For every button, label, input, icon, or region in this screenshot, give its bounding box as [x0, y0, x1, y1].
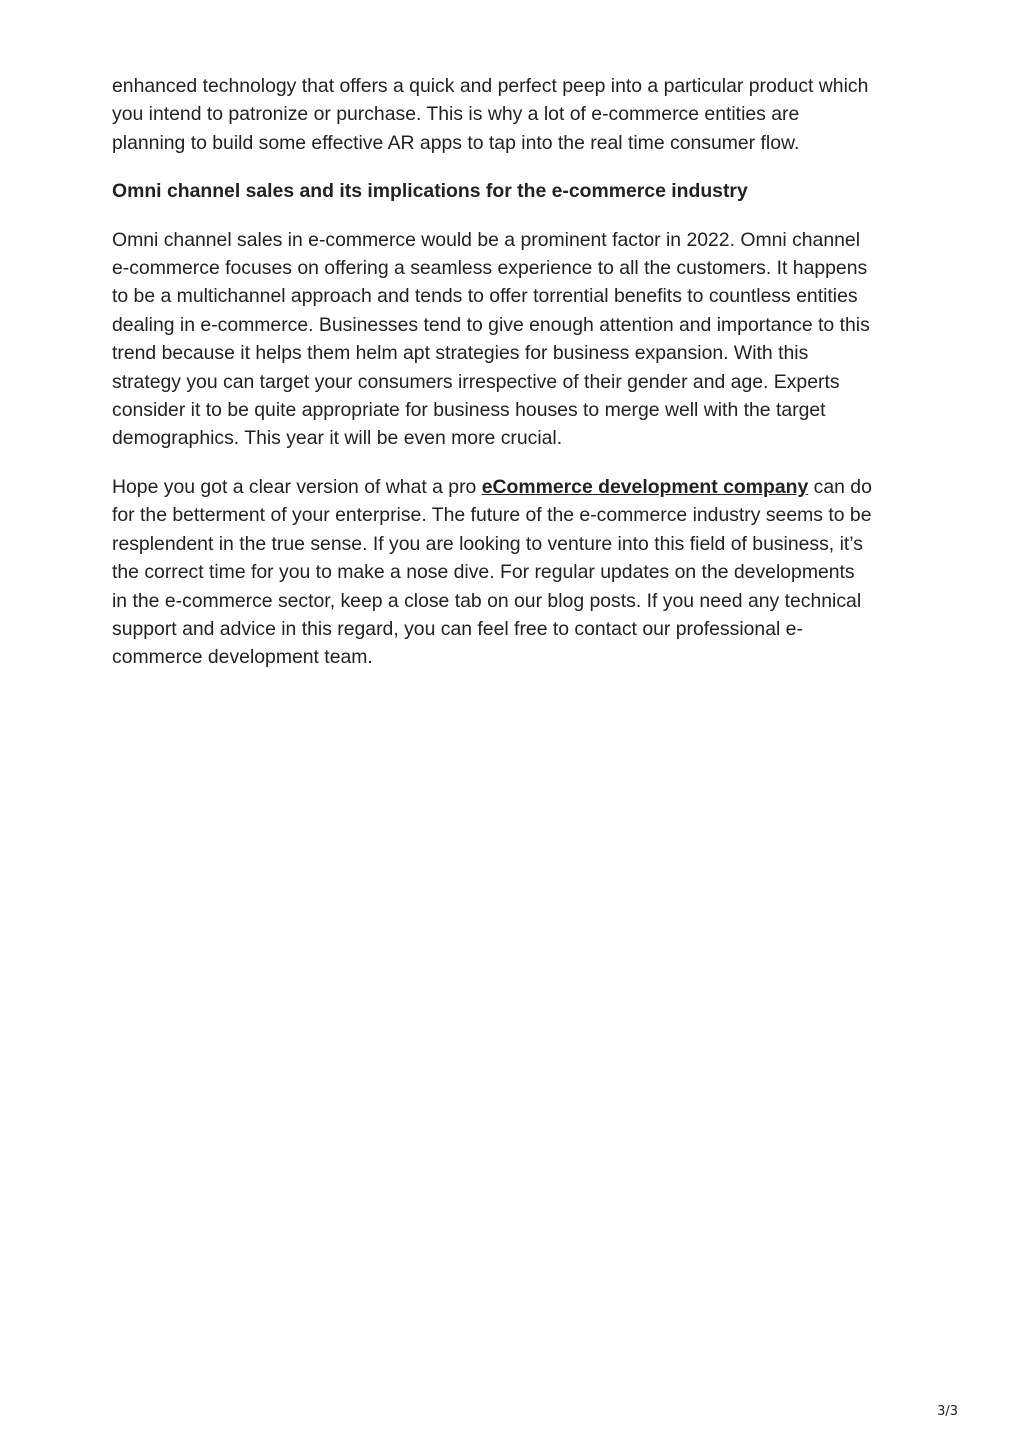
page-number: 3/3: [937, 1404, 958, 1419]
conclusion-text-end: can do for the betterment of your enterprise. The future of the e-commerce industry seems to be resplendent in the true sense. If you are looking to venture into this field of business, it’s the correct time for you to make a nose dive. For regular updates on the developments in the e-commerce sector, keep a close tab on our blog posts. If you need any technical support and advice in this regard, you can feel free to contact our professional e- commerce development team.: [112, 475, 872, 669]
section-heading: Omni channel sales and its implications for the e-commerce industry: [112, 180, 748, 203]
conclusion-text-start: Hope you got a clear version of what a pro: [112, 475, 482, 498]
ecommerce-development-link[interactable]: eCommerce development company: [481, 475, 809, 498]
paragraph-omni-channel: Omni channel sales in e-commerce would be a prominent factor in 2022. Omni channel e-commerce focuses on offering a seamless experience to all the customers. It happens to be a multichannel approach and tends to offer torrential benefits to countless entities dealing in e-commerce. Businesses tend to give enough attention and importance to this trend because it helps them helm apt strategies for business expansion. With this strategy you can target your consumers irrespective of their gender and age. Experts consider it to be quite appropriate for business houses to merge well with the target demographics. This year it will be even more crucial.: [112, 228, 870, 450]
paragraph-ar-technology: enhanced technology that offers a quick and perfect peep into a particular product which you intend to patronize or purchase. This is why a lot of e-commerce entities are planning to build some effective AR apps to tap into the real time consumer flow.: [112, 75, 869, 154]
document-body: [112, 72, 924, 692]
paragraph-conclusion: [112, 473, 924, 672]
